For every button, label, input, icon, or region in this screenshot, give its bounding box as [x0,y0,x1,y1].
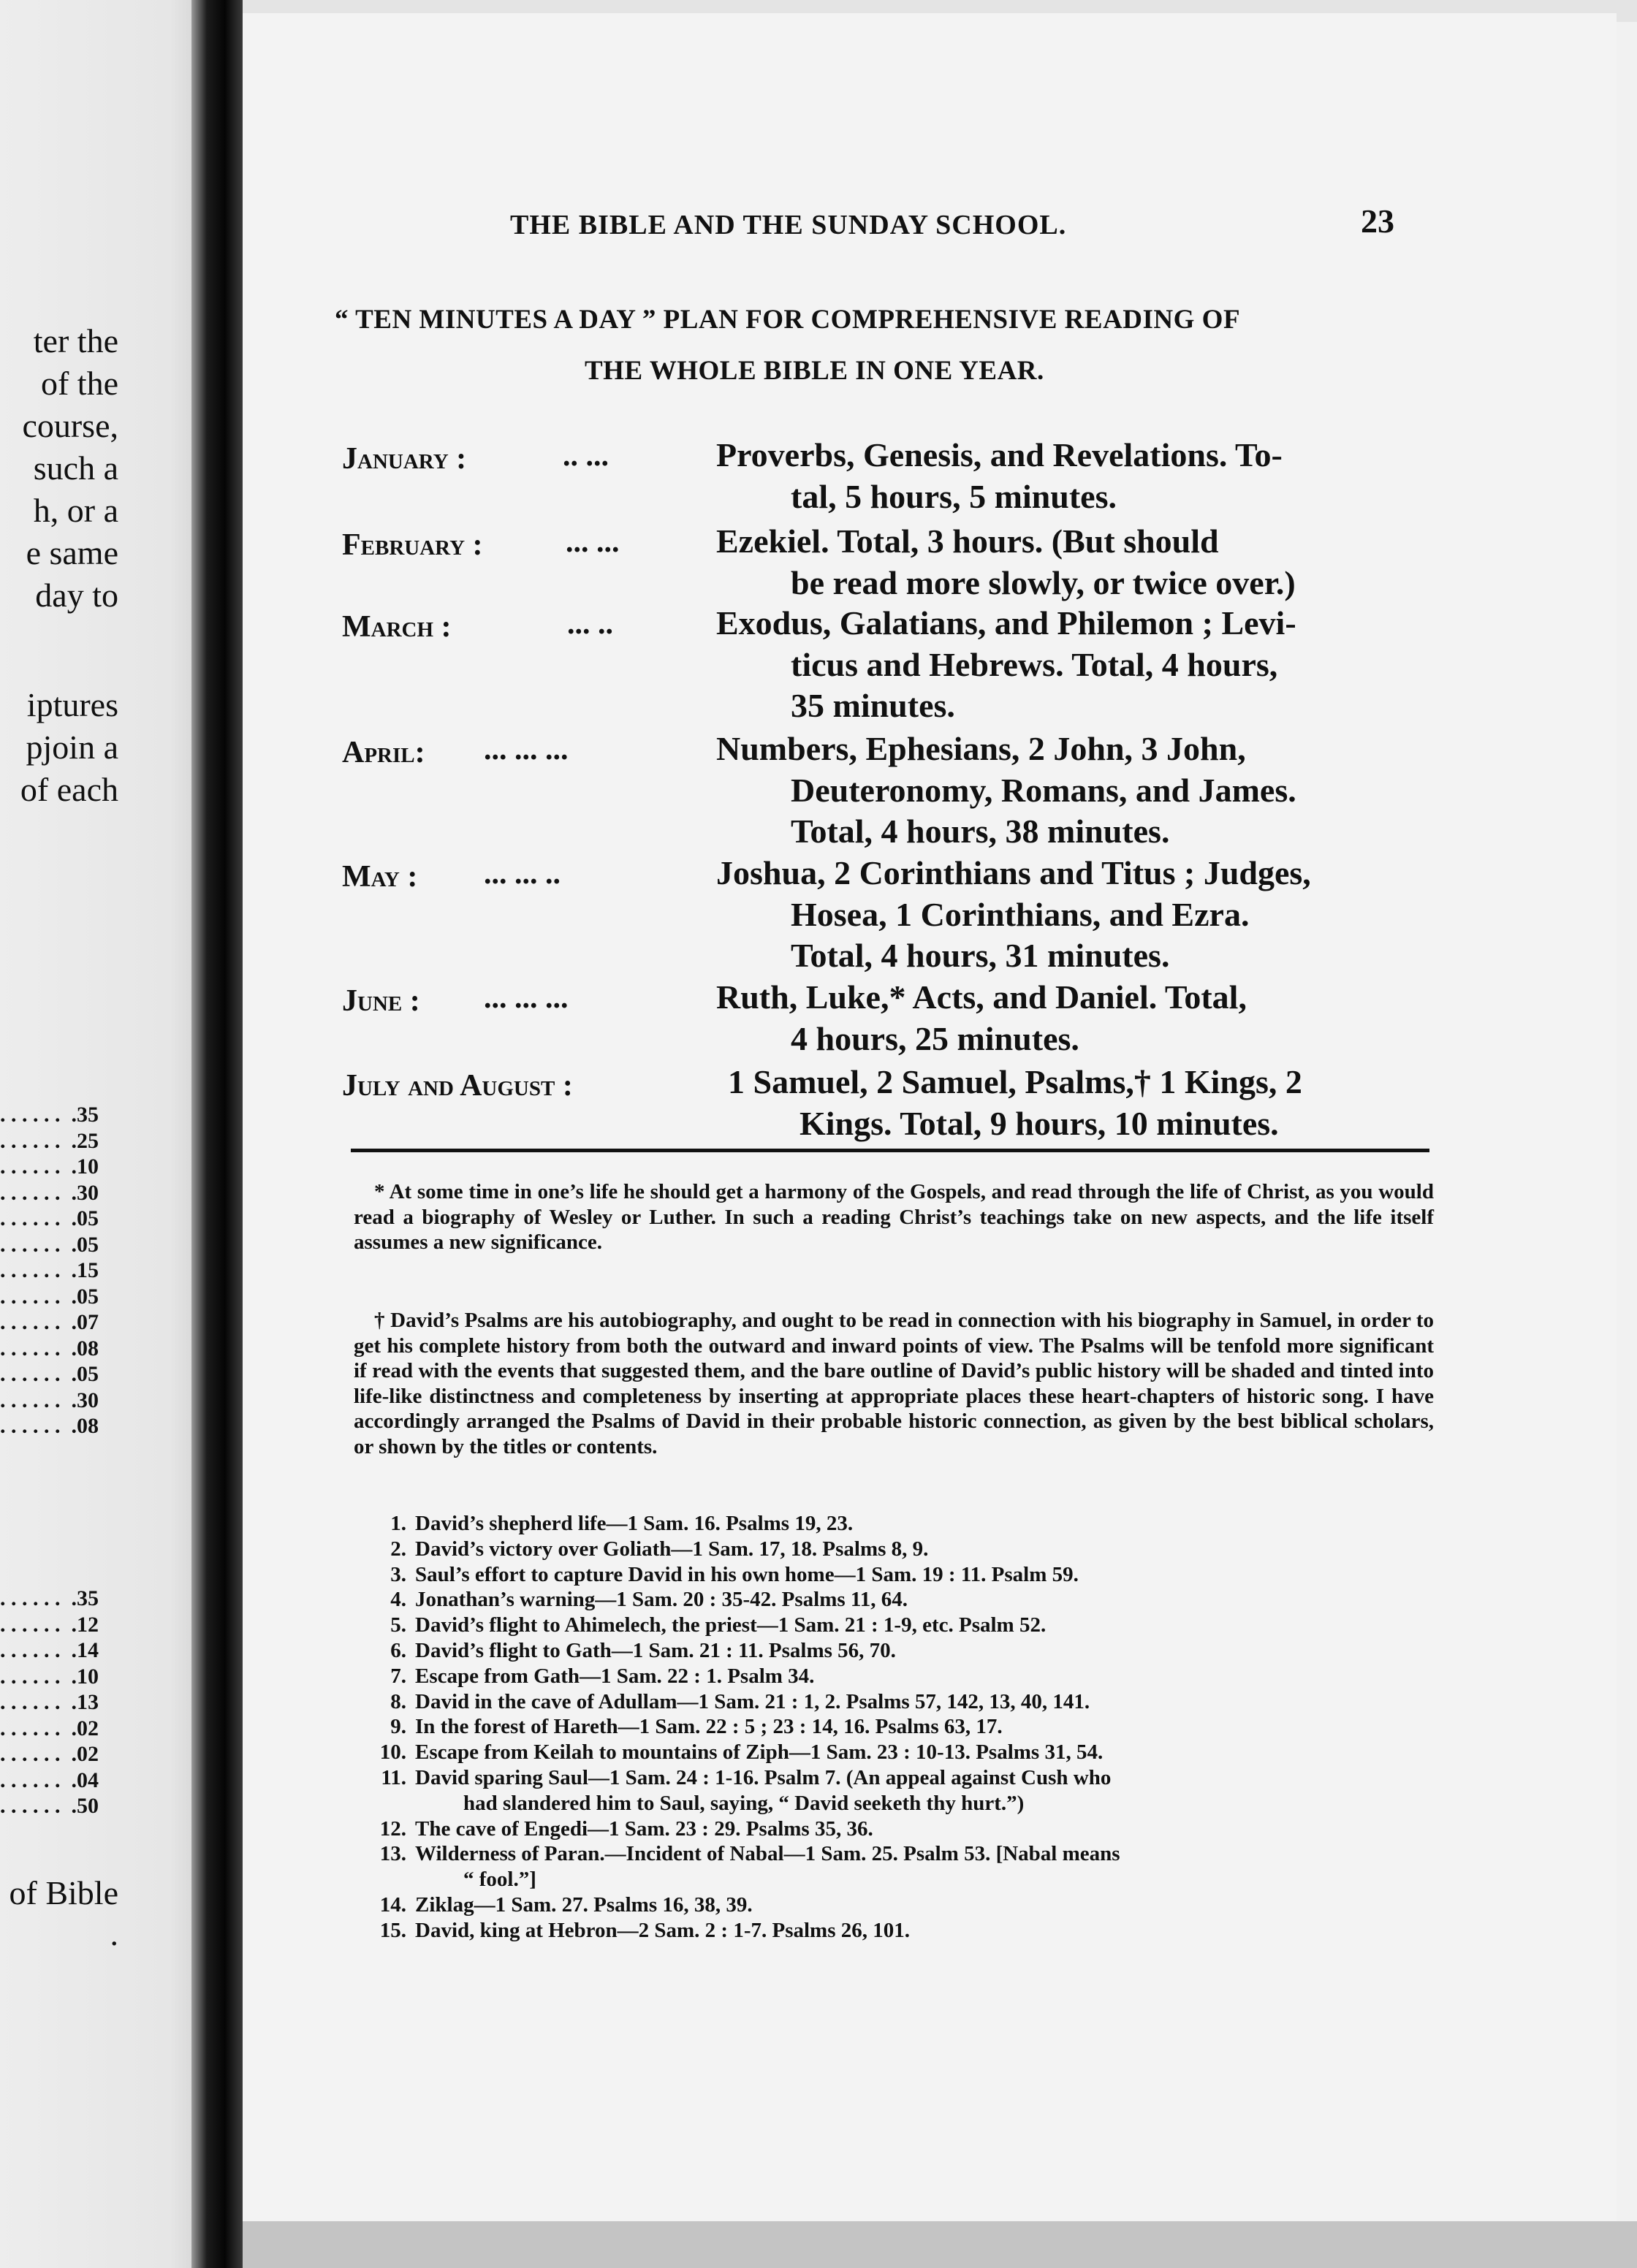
plan-title-line-2: THE WHOLE BIBLE IN ONE YEAR. [585,356,1044,386]
month-reading-text: 4 hours, 25 minutes. [791,1019,1079,1057]
left-page-text-line: such a [33,449,118,487]
psalm-list-text: Escape from Gath—1 Sam. 22 : 1. Psalm 34. [415,1664,815,1688]
left-page-price: . . . . . . .13 [0,1690,99,1714]
left-page-price: . . . . . . .02 [0,1742,99,1766]
psalm-list-text: David’s flight to Ahimelech, the priest—1 Sam. 21 : 1-9, etc. Psalm 52. [415,1613,1047,1637]
psalm-list-number: 4. [390,1588,406,1612]
psalm-list-item [365,1740,1462,1765]
psalm-list-text: David sparing Saul—1 Sam. 24 : 1-16. Psalm 7. (An appeal against Cush who [415,1765,1112,1789]
psalm-list-item [365,1892,1462,1918]
psalm-list-item [365,1562,1462,1588]
left-page-price: . . . . . . .08 [0,1336,99,1361]
left-page-price: . . . . . . .50 [0,1794,99,1818]
month-reading-text: tal, 5 hours, 5 minutes. [791,477,1117,515]
psalm-list-text: David, king at Hebron—2 Sam. 2 : 1-7. Psalms 26, 101. [415,1918,910,1942]
left-page-price: . . . . . . .05 [0,1206,99,1230]
psalm-list-item [365,1537,1462,1562]
psalm-list-text: Jonathan’s warning—1 Sam. 20 : 35-42. Psalms 11, 64. [415,1588,908,1612]
psalm-list-item [365,1841,1462,1867]
psalm-list-text: In the forest of Hareth—1 Sam. 22 : 5 ; 23 : 14, 16. Psalms 63, 17. [415,1715,1003,1739]
left-page-text-line: ter the [33,322,118,359]
psalm-list-item [365,1918,1462,1944]
month-reading-text: Proverbs, Genesis, and Revelations. To- [716,436,1283,473]
dot-leader: ... .. [567,607,613,641]
left-page-price: . . . . . . .35 [0,1103,99,1127]
month-reading-text: 35 minutes. [791,687,955,724]
left-page-price: . . . . . . .08 [0,1414,99,1438]
horizontal-rule [351,1149,1429,1152]
dot-leader: ... ... ... [484,981,569,1015]
psalm-list-item [365,1816,1462,1842]
psalm-list-text: David’s victory over Goliath—1 Sam. 17, 18. Psalms 8, 9. [415,1537,929,1561]
psalm-list-number: 14. [379,1892,406,1917]
psalm-list-number: 8. [390,1689,406,1713]
psalm-list-number: 3. [390,1562,406,1586]
month-reading-text: Ezekiel. Total, 3 hours. (But should [716,522,1219,560]
psalm-list-text: David in the cave of Adullam—1 Sam. 21 : 1, 2. Psalms 57, 142, 13, 40, 141. [415,1689,1090,1713]
psalm-list-text: Ziklag—1 Sam. 27. Psalms 16, 38, 39. [415,1892,753,1917]
psalm-list-text: The cave of Engedi—1 Sam. 23 : 29. Psalms 35, 36. [415,1816,873,1841]
month-reading-text: Hosea, 1 Corinthians, and Ezra. [791,895,1250,933]
psalm-list-continuation: had slandered him to Saul, saying, “ David seeketh thy hurt.”) [463,1791,1025,1815]
left-page-text-line: day to [35,576,118,614]
month-label: April: [342,736,425,769]
psalm-list-text: Saul’s effort to capture David in his own home—1 Sam. 19 : 11. Psalm 59. [415,1562,1079,1586]
facing-left-page [0,0,212,2268]
psalm-list-item [365,1587,1462,1613]
month-label: January : [342,442,467,476]
left-page-text-line: h, or a [33,492,118,529]
psalm-list-item [365,1714,1462,1740]
month-label: March : [342,610,452,644]
psalm-list-number: 2. [390,1537,406,1561]
left-page-price: . . . . . . .12 [0,1612,99,1637]
footnote-dagger: † David’s Psalms are his autobiography, and ought to be read in connection with his biography in Samuel, in order to get his complete history from both the outward and inward points of view. The Psalms will be tenfold more significant if read with the events that suggested them, and the bare outline of David’s public history will be shaded and tinted into life-like distinctness and completeness by inserting at appropriate places these heart-chapters of historic song. I have accordingly arranged the Psalms of David in their probable historic connection, as given by the best biblical scholars, or shown by the titles or contents. [354,1309,1434,1458]
psalm-list-number: 1. [390,1512,406,1535]
month-reading-text: 1 Samuel, 2 Samuel, Psalms,† 1 Kings, 2 [728,1063,1302,1100]
dot-leader: .. ... [563,439,609,473]
left-page-price: . . . . . . .07 [0,1310,99,1334]
psalm-list-item [365,1511,1462,1537]
month-label: May : [342,860,418,894]
left-page-price: . . . . . . .30 [0,1388,99,1412]
psalm-list-text: Wilderness of Paran.—Incident of Nabal—1 Sam. 25. Psalm 53. [Nabal means [415,1842,1120,1866]
month-reading-text: Kings. Total, 9 hours, 10 minutes. [799,1104,1279,1142]
psalm-list-item [365,1664,1462,1689]
left-page-text-line: of each [20,771,118,808]
plan-title-line-1: “ TEN MINUTES A DAY ” PLAN FOR COMPREHENSIVE READING OF [335,305,1241,335]
psalm-list-text: Escape from Keilah to mountains of Ziph—1 Sam. 23 : 10-13. Psalms 31, 54. [415,1740,1104,1765]
month-reading-text: Exodus, Galatians, and Philemon ; Levi- [716,604,1296,642]
psalm-list-number: 13. [379,1842,406,1866]
left-page-price: . . . . . . .25 [0,1128,99,1153]
month-label: July and August : [342,1069,573,1103]
left-page-price: . . . . . . .05 [0,1232,99,1257]
left-page-text-line: . [110,1915,118,1952]
left-page-price: . . . . . . .02 [0,1716,99,1740]
psalm-list-item [365,1638,1462,1664]
psalm-list-item [365,1613,1462,1638]
running-head: THE BIBLE AND THE SUNDAY SCHOOL. [510,210,1067,240]
psalm-list-number: 11. [381,1765,406,1789]
psalm-list-number: 9. [390,1715,406,1739]
book-gutter-shadow [191,0,243,2268]
psalm-list-number: 15. [379,1918,406,1942]
left-page-price: . . . . . . .04 [0,1767,99,1792]
left-page-price: . . . . . . .10 [0,1664,99,1689]
month-reading-text: Ruth, Luke,* Acts, and Daniel. Total, [716,978,1247,1016]
month-reading-text: be read more slowly, or twice over.) [791,563,1296,601]
month-label: June : [342,984,420,1018]
month-reading-text: Numbers, Ephesians, 2 John, 3 John, [716,730,1246,767]
month-reading-text: Deuteronomy, Romans, and James. [791,771,1296,809]
left-page-text-line: of the [40,365,118,402]
left-page-price: . . . . . . .05 [0,1284,99,1309]
left-page-price: . . . . . . .35 [0,1586,99,1610]
psalm-list-number: 6. [390,1638,406,1662]
month-reading-text: Total, 4 hours, 38 minutes. [791,813,1170,850]
left-page-text-line: e same [26,534,118,571]
dot-leader: ... ... [566,525,620,559]
psalm-list-text: David’s shepherd life—1 Sam. 16. Psalms 19, 23. [415,1512,854,1535]
psalm-list-item [365,1765,1462,1791]
month-reading-text: Joshua, 2 Corinthians and Titus ; Judges, [716,854,1311,891]
psalm-chronology-list [365,1511,1462,1944]
left-page-price: . . . . . . .30 [0,1180,99,1205]
left-page-price: . . . . . . .05 [0,1362,99,1386]
left-page-price: . . . . . . .10 [0,1154,99,1179]
page-number: 23 [1361,202,1394,240]
month-reading-text: Total, 4 hours, 31 minutes. [791,937,1170,974]
left-page-text-line: course, [22,407,118,444]
dot-leader: ... ... ... [484,733,569,766]
psalm-list-text: David’s flight to Gath—1 Sam. 21 : 11. Psalms 56, 70. [415,1638,896,1662]
page-bottom-shadow [243,2221,1637,2268]
psalm-list-item [365,1689,1462,1715]
left-page-text-line: of Bible [9,1874,118,1911]
month-label: February : [342,528,483,562]
psalm-list-number: 7. [390,1664,406,1688]
month-reading-text: ticus and Hebrews. Total, 4 hours, [791,645,1278,683]
left-page-price: . . . . . . .14 [0,1638,99,1662]
dot-leader: ... ... .. [484,857,561,891]
psalm-list-continuation: “ fool.”] [463,1868,536,1892]
left-page-price: . . . . . . .15 [0,1258,99,1282]
left-page-text-line: iptures [26,686,118,723]
psalm-list-number: 12. [379,1816,406,1841]
psalm-list-number: 10. [379,1740,406,1765]
left-page-text-line: pjoin a [26,728,118,766]
footnote-star: * At some time in one’s life he should get a harmony of the Gospels, and read through the life of Christ, as you would read a biography of Wesley or Luther. In such a reading Christ’s teachings take on new aspects, and the life itself assumes a new significance. [354,1180,1434,1254]
psalm-list-number: 5. [390,1613,406,1637]
